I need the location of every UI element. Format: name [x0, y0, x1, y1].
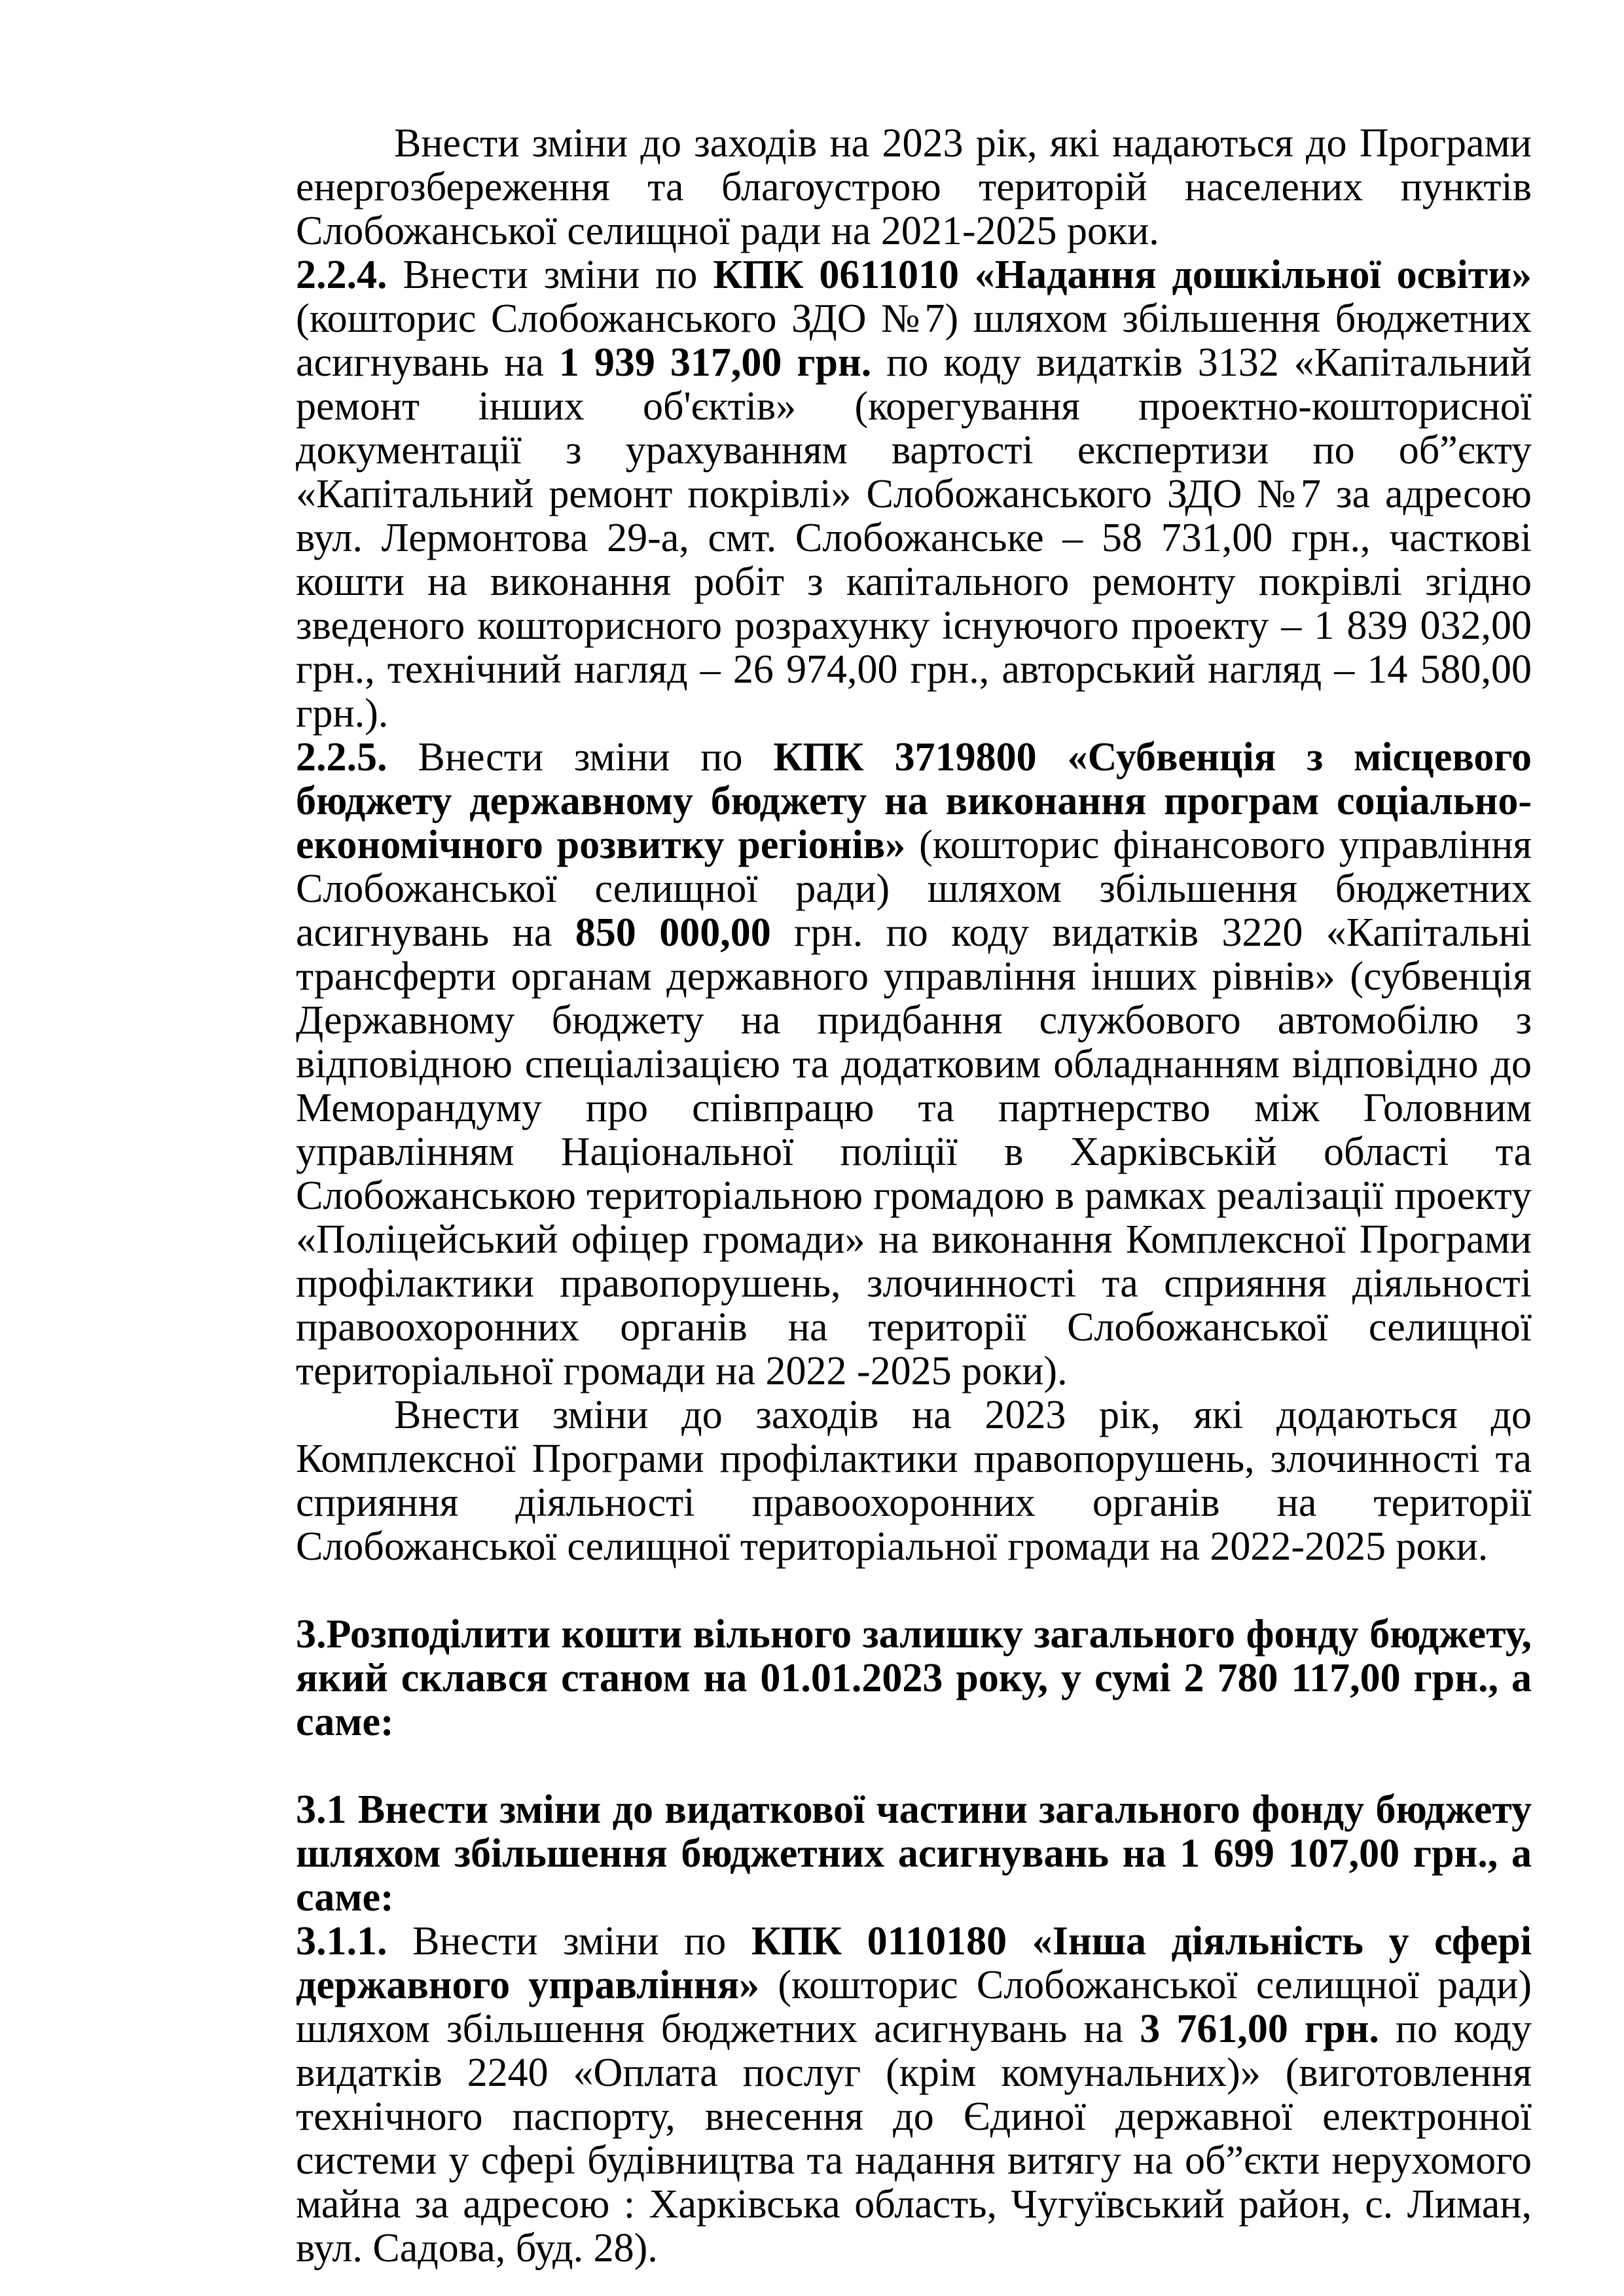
- text-run: Внести зміни по: [387, 735, 774, 780]
- clause-2-2-5: [296, 736, 1532, 1393]
- document-text-block: [296, 122, 1532, 2270]
- amount: 1 939 317,00 грн.: [558, 340, 872, 385]
- text-run: (кошторис Слобожанського ЗДО №7) шляхом збільшення бюджетних асигнувань на: [296, 296, 1532, 385]
- amount: 3 761,00 грн.: [1140, 2007, 1379, 2051]
- clause-2-2-4: [296, 253, 1532, 736]
- text-run: Внести зміни до заходів на 2023 рік, які надаються до Програми енергозбереження та благоустрою територій населених пунктів Слобожанської селищної ради на 2021-2025 роки.: [296, 121, 1532, 253]
- clause-3: [296, 1613, 1532, 1744]
- text-run: Внести зміни по: [387, 1919, 751, 1964]
- amount: 850 000,00: [575, 910, 771, 955]
- text-run: Внести зміни до заходів на 2023 рік, які додаються до Комплексної Програми профілактики правопорушень, злочинності та сприяння діяльності правоохоронних органів на території Слобожанської селищної територіальної громади на 2022-2025 роки.: [296, 1393, 1532, 1569]
- kpk-code-title: КПК 0110180 «Інша діяльність у сфері державного управління»: [296, 1919, 1532, 2007]
- text-run: грн. по коду видатків 3220 «Капітальні трансферти органам державного управління інших рівнів» (субвенція Державному бюджету на придбання службового автомобілю з відповідною спеціалізацією та додатковим обладнанням відповідно до Меморандуму про співпрацю та партнерство між Головним управлінням Національної поліції в Харківській області та Слобожанською територіальною громадою в рамках реалізації проекту «Поліцейський офіцер громади» на виконання Комплексної Програми профілактики правопорушень, злочинності та сприяння діяльності правоохоронних органів на території Слобожанської селищної територіальної громади на 2022 -2025 роки).: [296, 910, 1532, 1393]
- kpk-code-title: КПК 3719800 «Субвенція з місцевого бюджету державному бюджету на виконання програм соціально-економічного розвитку регіонів»: [296, 735, 1532, 867]
- clause-number: 3.1.1.: [296, 1919, 388, 1964]
- text-run: 3.1 Внести зміни до видаткової частини загального фонду бюджету шляхом збільшення бюджетних асигнувань на 1 699 107,00 грн., а саме:: [296, 1787, 1532, 1920]
- clause-3-1: [296, 1788, 1532, 1920]
- text-run: 3.Розподілити кошти вільного залишку загального фонду бюджету, який склався станом на 01.01.2023 року, у сумі 2 780 117,00 грн., а саме:: [296, 1612, 1532, 1744]
- intro-paragraph: [296, 122, 1532, 253]
- clause-3-1-1: [296, 1920, 1532, 2270]
- clause-number: 2.2.5.: [296, 735, 388, 780]
- kpk-code-title: КПК 0611010 «Надання дошкільної освіти»: [713, 253, 1532, 297]
- text-run: по коду видатків 3132 «Капітальний ремонт інших об'єктів» (корегування проектно-кошторисної документації з урахуванням вартості експертизи по об”єкту «Капітальний ремонт покрівлі» Слобожанського ЗДО №7 за адресою вул. Лермонтова 29-а, смт. Слобожанське – 58 731,00 грн., часткові кошти на виконання робіт з капітального ремонту покрівлі згідно зведеного кошторисного розрахунку існуючого проекту – 1 839 032,00 грн., технічний нагляд – 26 974,00 грн., авторський нагляд – 14 580,00 грн.).: [296, 340, 1532, 736]
- text-run: (кошторис фінансового управління Слобожанської селищної ради) шляхом збільшення бюджетних асигнувань на: [296, 823, 1532, 955]
- complex-program-paragraph: [296, 1393, 1532, 1569]
- text-run: (кошторис Слобожанської селищної ради) шляхом збільшення бюджетних асигнувань на: [296, 1963, 1532, 2051]
- clause-number: 2.2.4.: [296, 253, 388, 297]
- text-run: Внести зміни по: [387, 253, 713, 297]
- text-run: по коду видатків 2240 «Оплата послуг (крім комунальних)» (виготовлення технічного паспорту, внесення до Єдиної державної електронної системи у сфері будівництва та надання витягу на об”єкти нерухомого майна за адресою : Харківська область, Чугуївський район, с. Лиман, вул. Садова, буд. 28).: [296, 2007, 1532, 2270]
